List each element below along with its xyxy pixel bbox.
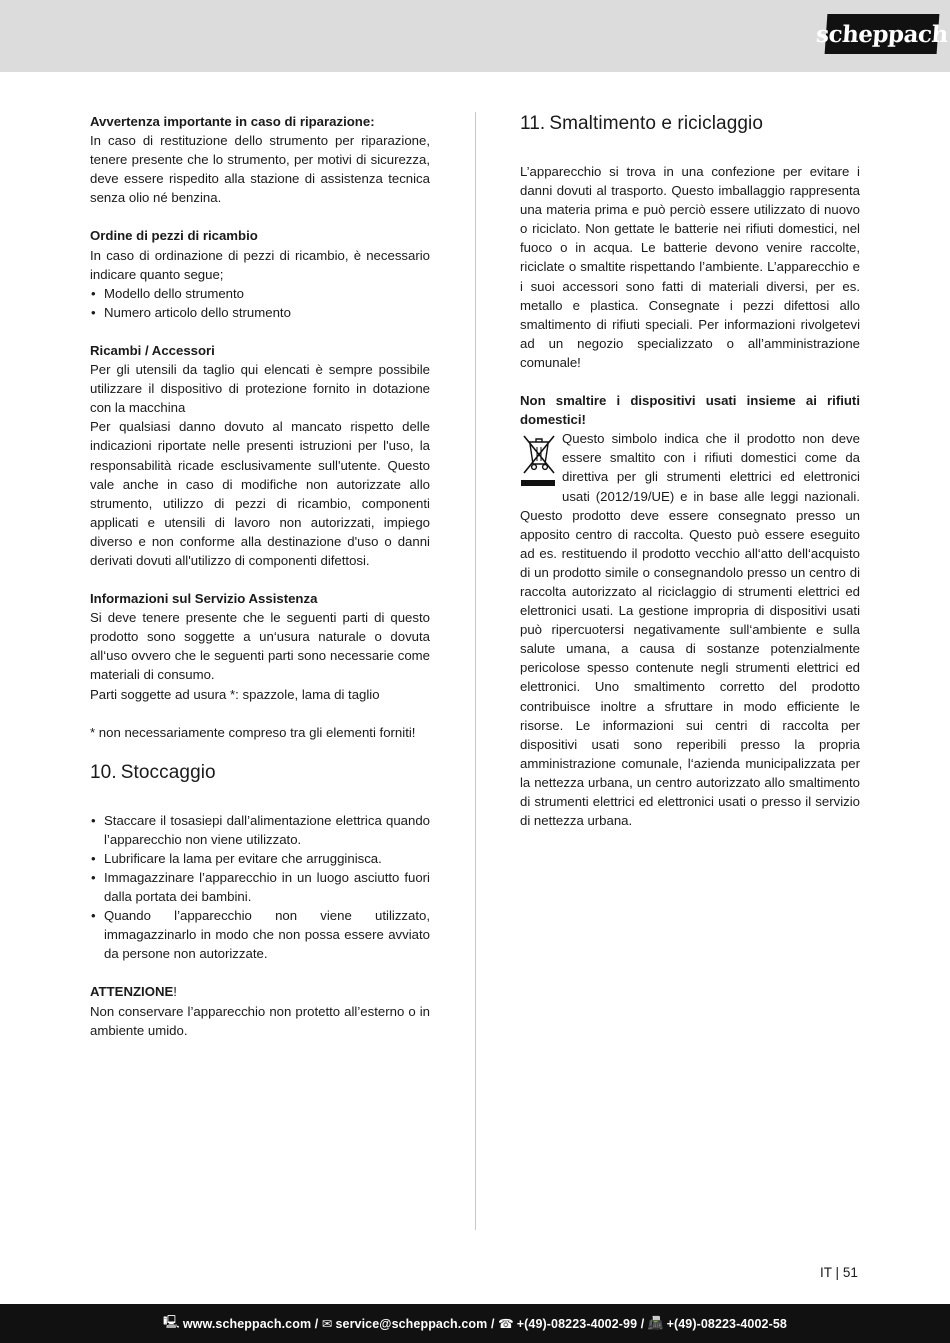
- storage-warning: [90, 982, 430, 1039]
- weee-heading: Non smaltire i dispositivi usati insieme ai rifiuti domestici!: [520, 393, 860, 428]
- repair-text: In caso di restituzione dello strumento per riparazione, tenere presente che lo strumento, per motivi di sicurezza, deve essere rispedito alla stazione di assistenza tecnica senza olio né benzina.: [90, 133, 430, 206]
- column-divider: [475, 112, 476, 1230]
- footer-separator: /: [314, 1316, 319, 1331]
- email-link[interactable]: service@scheppach.com: [335, 1316, 488, 1331]
- accessories-text-1: Per gli utensili da taglio qui elencati è sempre possibile utilizzare il dispositivo di protezione fornito in dotazione con la macchina: [90, 362, 430, 416]
- list-item: • Lubrificare la lama per evitare che arrugginisca.: [90, 849, 430, 868]
- storage-title: [90, 761, 430, 785]
- service-info: [90, 589, 430, 704]
- service-footnote: * non necessariamente compreso tra gli elementi forniti!: [90, 724, 416, 740]
- header-bar: [0, 0, 950, 72]
- service-text-1: Si deve tenere presente che le seguenti parti di questo prodotto sono soggette a un‘usura naturale o dovuta all‘uso ovvero che le seguenti parti sono necessarie come materiali di consumo.: [90, 610, 430, 683]
- mail-icon: ✉: [321, 1317, 333, 1331]
- section-title-text: Stoccaggio: [120, 761, 216, 783]
- telephone-icon: ☎: [498, 1317, 514, 1331]
- website-link[interactable]: www.scheppach.com: [182, 1316, 312, 1331]
- weee-block: [520, 391, 860, 830]
- computer-icon: 🖳: [163, 1315, 180, 1329]
- storage-list-block: [90, 811, 430, 964]
- page-lang: IT: [820, 1265, 832, 1280]
- logo-text: scheppach: [815, 20, 949, 48]
- disposal-text-block: [520, 162, 860, 372]
- repair-heading: Avvertenza importante in caso di riparazione:: [90, 114, 375, 129]
- parts-order: [90, 226, 430, 321]
- service-heading: Informazioni sul Servizio Assistenza: [90, 591, 318, 607]
- parts-order-list: [90, 284, 430, 322]
- right-column: [520, 112, 860, 849]
- section-number: 11.: [520, 113, 546, 134]
- page-number: [820, 1265, 858, 1280]
- scheppach-logo: [815, 14, 949, 54]
- left-column: [90, 112, 430, 1059]
- footer-bar: [0, 1304, 950, 1343]
- footer-separator: /: [490, 1316, 495, 1331]
- parts-order-heading: Ordine di pezzi di ricambio: [90, 228, 258, 244]
- service-note: [90, 723, 430, 742]
- list-item: • Numero articolo dello strumento: [90, 303, 430, 322]
- list-item: • Quando l’apparecchio non viene utilizzato, immagazzinarlo in modo che non possa essere avviato da persone non autorizzate.: [90, 906, 430, 963]
- warning-heading: ATTENZIONE: [90, 984, 174, 1000]
- fax-icon: 📠: [647, 1316, 664, 1330]
- service-text-2: Parti soggette ad usura *: spazzole, lama di taglio: [90, 686, 380, 702]
- disposal-title: [520, 112, 860, 136]
- page-number-value: 51: [842, 1265, 858, 1280]
- section-number: 10.: [90, 761, 117, 783]
- warning-mark: !: [173, 984, 177, 1000]
- crossed-out-wheelie-bin-icon: [520, 431, 558, 489]
- list-item: • Modello dello strumento: [90, 284, 430, 303]
- page-separator: |: [835, 1265, 840, 1280]
- fax-number: +(49)-08223-4002-58: [666, 1316, 787, 1331]
- repair-notice: [90, 112, 430, 207]
- weee-text: Questo simbolo indica che il prodotto non deve essere smaltito con i rifiuti domestici come da direttiva per gli strumenti elettrici ed elettronici usati (2012/19/UE) e in base alle leggi nazionali. Questo prodotto deve essere consegnato presso un apposito centro di raccolta. Questo può essere eseguito ad es. restituendo il prodotto vecchio all‘atto dell‘acquisto di un prodotto simile o consegnandolo presso un centro di raccolta autorizzato al riciclaggio di strumenti elettrici ed elettronici usati. La gestione impropria di dispositivi usati può ripercuotersi negativamente sull‘ambiente e sulla salute umana, a causa di sostanze potenzialmente pericolose spesso contenute negli strumenti elettrici ed elettronici. Uno smaltimento corretto del prodotto contribuisce inoltre a sfruttare in modo efficiente le risorse. Le informazioni sui centri di raccolta per dispositivi usati sono reperibili presso la propria amministrazione comunale, l‘azienda municipalizzata per la nettezza urbana, un centro autorizzato allo smaltimento di strumenti elettrici ed elettronici usati o presso il servizio di nettezza urbana.: [520, 431, 860, 829]
- warning-heading-line: [90, 982, 430, 1001]
- warning-text: Non conservare l’apparecchio non protetto all’esterno o in ambiente umido.: [90, 1003, 430, 1038]
- accessories-text-2: Per qualsiasi danno dovuto al mancato rispetto delle indicazioni riportate nelle presenti istruzioni per l'uso, la responsabilità ricade esclusivamente sull'utente. Questo vale anche in caso di modifiche non autorizzate allo strumento, utilizzo di pezzi di ricambio, componenti applicati e utensili di lavoro non autorizzati, impiego diverso e non conforme alla destinazione d'uso o danni derivati dovuti all'utilizzo di componenti difettosi.: [90, 419, 430, 568]
- parts-order-text: In caso di ordinazione di pezzi di ricambio, è necessario indicare quanto segue;: [90, 247, 430, 282]
- list-item: • Staccare il tosasiepi dall’alimentazione elettrica quando l’apparecchio non viene utilizzato.: [90, 811, 430, 849]
- section-title-text: Smaltimento e riciclaggio: [549, 113, 764, 134]
- phone-number: +(49)-08223-4002-99: [516, 1316, 638, 1331]
- list-item: • Immagazzinare l’apparecchio in un luogo asciutto fuori dalla portata dei bambini.: [90, 868, 430, 906]
- accessories-heading: Ricambi / Accessori: [90, 342, 215, 358]
- disposal-text: L’apparecchio si trova in una confezione per evitare i danni dovuti al trasporto. Questo imballaggio rappresenta una materia prima e può perciò essere utilizzato di nuovo o riciclato. Non gettate le batterie nei rifiuti domestici, nel fuoco o in acqua. Le batterie devono venire raccolte, riciclate o smaltite rispettando l’ambiente. L’apparecchio e i suoi accessori sono fatti di materiali diversi, per es. metallo e plastica. Consegnate i pezzi difettosi allo smaltimento di rifiuti speciali. Per informazioni rivolgetevi ad un negozio specializzato o all’amministrazione comunale!: [520, 164, 860, 370]
- storage-list: [90, 811, 430, 964]
- footer-separator: /: [640, 1316, 645, 1331]
- accessories: [90, 341, 430, 570]
